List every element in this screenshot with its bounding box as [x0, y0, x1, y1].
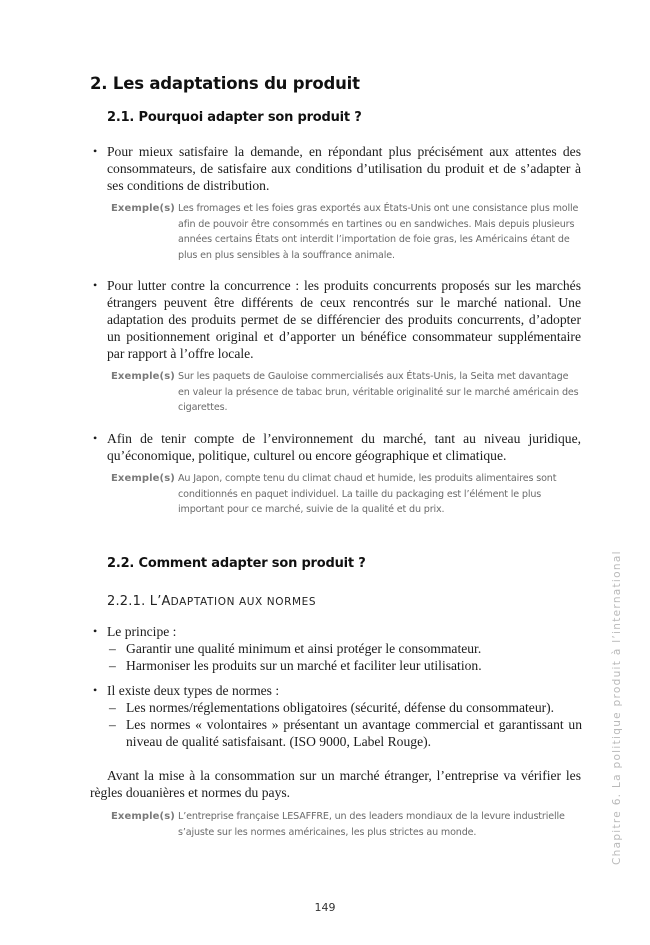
dash-item-text: Garantir une qualité minimum et ainsi protéger le consommateur. — [126, 641, 482, 656]
bullet-item — [93, 143, 581, 194]
bullet-icon: • — [93, 683, 98, 697]
bullet-item — [93, 682, 581, 699]
bullet-icon: • — [93, 431, 98, 445]
dash-item-text: Les normes/réglementations obligatoires (sécurité, défense du consommateur). — [126, 700, 555, 715]
section-heading: 2. Les adaptations du produit — [90, 74, 360, 93]
bullet-text: Afin de tenir compte de l’environnement du marché, tant au niveau juridique, qu’économique, politique, culturel ou encore géographique et climatique. — [107, 431, 581, 463]
example-text: Au Japon, compte tenu du climat chaud et humide, les produits alimentaires sont conditionnés en paquet individuel. La taille du packaging est l’élément le plus important pour ce marché, suivie de la qualité et du prix. — [178, 473, 557, 515]
dash-item-text: Les normes « volontaires » présentant un avantage commercial et garantissant un niveau de qualité satisfaisant. (ISO 9000, Label Rouge). — [126, 717, 582, 749]
bullet-text: Pour mieux satisfaire la demande, en répondant plus précisément aux attentes des consommateurs, de satisfaire aux conditions d’utilisation du produit et de s’adapter à ses conditions de distribution. — [107, 144, 581, 193]
page-number: 149 — [314, 901, 336, 914]
bullet-item — [93, 277, 581, 362]
dash-item — [109, 640, 582, 657]
bullet-item — [93, 623, 581, 640]
example-label: Exemple(s) — [111, 371, 175, 382]
heading-small-caps: DAPTATION AUX NORMES — [170, 596, 317, 608]
dash-item — [109, 699, 582, 716]
dash-item-text: Harmoniser les produits sur un marché et faciliter leur utilisation. — [126, 658, 482, 673]
dash-icon: – — [109, 641, 116, 656]
example-text: L’entreprise française LESAFFRE, un des leaders mondiaux de la levure industrielle s’ajuste sur les normes américaines, les plus strictes au monde. — [178, 811, 565, 838]
bullet-item — [93, 430, 581, 464]
bullet-text: Pour lutter contre la concurrence : les produits concurrents proposés sur les marchés étrangers peuvent être différents de ceux rencontrés sur le marché national. Une adaptation des produits permet de se différencier des produits concurrents, d’adopter un positionnement original et d’apporter un bénéfice consommateur supplémentaire par rapport à l’offre locale. — [107, 278, 581, 361]
heading-number: 2.2.1. — [107, 594, 146, 609]
body-paragraph: Avant la mise à la consommation sur un marché étranger, l’entreprise va vérifier les règles douanières et normes du pays. — [90, 768, 581, 800]
example-label: Exemple(s) — [111, 203, 175, 214]
heading-first-letter: L’A — [149, 594, 171, 609]
chapter-side-label: Chapitre 6. La politique produit à l’international — [611, 550, 623, 865]
example-text: Les fromages et les foies gras exportés aux États-Unis ont une consistance plus molle afin de pouvoir être consommés en tartines ou en sandwiches. Mais depuis plusieurs années certains États ont interdit l’importation de foie gras, les Américains étant de plus en plus sensibles à la souffrance animale. — [178, 203, 579, 261]
bullet-icon: • — [93, 278, 98, 292]
bullet-icon: • — [93, 624, 98, 638]
bullet-text: Il existe deux types de normes : — [107, 683, 280, 698]
example-label: Exemple(s) — [111, 473, 175, 484]
dash-icon: – — [109, 700, 116, 715]
dash-icon: – — [109, 658, 116, 673]
subsection-heading-why: 2.1. Pourquoi adapter son produit ? — [107, 110, 362, 125]
example-label: Exemple(s) — [111, 811, 175, 822]
dash-icon: – — [109, 717, 116, 732]
bullet-text: Le principe : — [107, 624, 177, 639]
dash-item — [109, 657, 582, 674]
sub-subsection-heading — [107, 594, 587, 609]
example-text: Sur les paquets de Gauloise commercialisés aux États-Unis, la Seita met davantage en valeur la présence de tabac brun, véritable originalité sur le marché américain des cigarettes. — [178, 371, 579, 413]
dash-item — [109, 716, 582, 750]
subsection-heading-how: 2.2. Comment adapter son produit ? — [107, 556, 366, 571]
bullet-icon: • — [93, 144, 98, 158]
